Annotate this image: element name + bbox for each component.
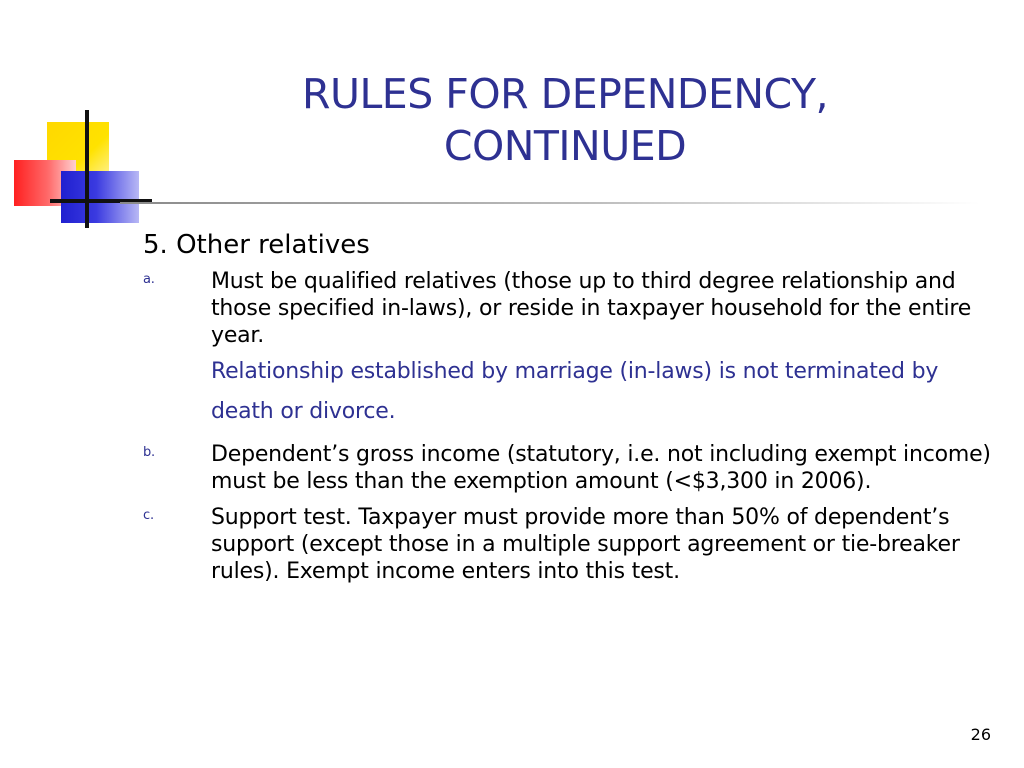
slide-title-line-1: RULES FOR DEPENDENCY, bbox=[301, 70, 829, 118]
list-marker-a: a. bbox=[143, 272, 155, 287]
list-marker-b: b. bbox=[143, 445, 155, 460]
list-item-c bbox=[143, 504, 1003, 585]
list-item-c-text: Support test. Taxpayer must provide more than 50% of dependent’s support (except those in a multiple support agreement or tie-breaker rules). Exempt income enters into this test. bbox=[211, 505, 960, 584]
list-item-b-text: Dependent’s gross income (statutory, i.e. not including exempt income) must be less than the exemption amount (<$3,300 in 2006). bbox=[211, 442, 991, 494]
section-heading: 5. Other relatives bbox=[143, 230, 370, 260]
list-item-a-text: Must be qualified relatives (those up to third degree relationship and those specified in-laws), or reside in taxpayer household for the entire year. bbox=[211, 269, 972, 348]
slide-title-line-2: CONTINUED bbox=[443, 122, 687, 170]
slide-body bbox=[143, 228, 1003, 594]
list-item-a bbox=[143, 268, 1003, 432]
decorative-vertical-line bbox=[85, 110, 89, 228]
list-item-b bbox=[143, 441, 1003, 495]
page-number: 26 bbox=[970, 725, 991, 744]
title-divider-line bbox=[120, 202, 980, 204]
decorative-blue-square bbox=[61, 171, 139, 223]
slide-title bbox=[210, 68, 920, 172]
list-marker-c: c. bbox=[143, 508, 154, 523]
list-item-a-note: Relationship established by marriage (in-laws) is not terminated by death or divorce. bbox=[211, 359, 939, 424]
